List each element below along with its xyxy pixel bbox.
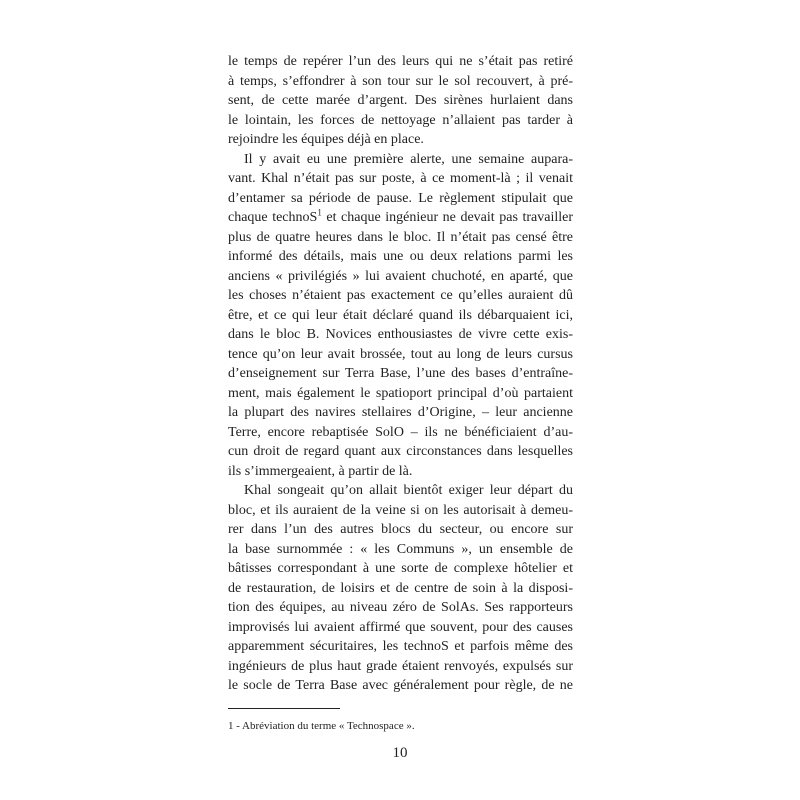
text-line: rejoindre les équipes déjà en place. bbox=[228, 132, 424, 147]
paragraph bbox=[228, 52, 573, 150]
text-line: improvisés lui avaient affirmé que souvent, pour des causes bbox=[228, 619, 573, 635]
footnote-separator bbox=[228, 708, 340, 709]
text-line: dans le bloc B. Novices enthousiastes de vivre cette exis- bbox=[228, 327, 573, 342]
footnote: 1 - Abréviation du terme « Technospace ». bbox=[228, 720, 415, 732]
text-line: informé des détails, mais une ou deux relations parmi les bbox=[228, 249, 573, 264]
text-line: Terre, encore rebaptisée SolO – ils ne bénéficiaient d’au- bbox=[228, 424, 573, 440]
page-number: 10 bbox=[392, 745, 408, 761]
text-line: le temps de repérer l’un des leurs qui ne s’était pas retiré bbox=[228, 54, 573, 69]
text-line: de restauration, de loisirs et de centre de soin à la disposi- bbox=[228, 580, 573, 596]
text-line: le lointain, les forces de nettoyage n’allaient pas tarder à bbox=[228, 112, 573, 128]
text-line: à temps, s’effondrer à son tour sur le sol recouvert, à pré- bbox=[228, 73, 573, 89]
text-line: ils s’immergeaient, à partir de là. bbox=[228, 463, 413, 479]
paragraph bbox=[228, 150, 573, 482]
text-line: être, et ce qui leur était déclaré quand ils débarquaient ici, bbox=[228, 307, 573, 323]
text-line: d’enseignement sur Terra Base, l’une des bases d’entraîne- bbox=[228, 366, 573, 381]
text-line: bâtisses correspondant à une sorte de complexe hôtelier et bbox=[228, 561, 573, 576]
text-line: anciens « privilégiés » lui avaient chuchoté, en aparté, que bbox=[228, 268, 573, 284]
text-line: rer dans l’un des autres blocs du secteur, ou encore sur bbox=[228, 522, 573, 537]
text-line: tion des équipes, au niveau zéro de SolAs. Ses rapporteurs bbox=[228, 600, 573, 615]
text-line: la plupart des navires stellaires d’Origine, – leur ancienne bbox=[228, 405, 573, 420]
text-line: vant. Khal n’était pas sur poste, à ce moment-là ; il venait bbox=[228, 171, 573, 186]
text-line: Il y avait eu une première alerte, une semaine aupara- bbox=[244, 151, 573, 167]
text-line: d’entamer sa période de pause. Le règlement stipulait que bbox=[228, 190, 573, 206]
text-line: plus de quatre heures dans le bloc. Il n’était pas censé être bbox=[228, 229, 573, 245]
body-text bbox=[228, 52, 573, 696]
text-line: Khal songeait qu’on allait bientôt exiger leur départ du bbox=[244, 483, 573, 498]
text-line: apparemment sécuritaires, les technoS et parfois même des bbox=[228, 639, 573, 654]
text-line: sent, de cette marée d’argent. Des sirènes hurlaient dans bbox=[228, 93, 573, 108]
text-segment: et chaque ingénieur ne devait pas travailler bbox=[321, 210, 573, 225]
footnote-reference[interactable]: 1 bbox=[317, 207, 322, 218]
text-line: cun droit de regard quant aux circonstances dans lesquelles bbox=[228, 444, 573, 459]
text-line: bloc, et ils auraient de la veine si on les autorisait à demeu- bbox=[228, 502, 573, 518]
text-segment: chaque technoS bbox=[228, 210, 318, 225]
text-line: ingénieurs de plus haut grade étaient renvoyés, expulsés sur bbox=[228, 658, 573, 674]
paragraph bbox=[228, 481, 573, 696]
text-line: le socle de Terra Base avec généralement pour règle, de ne bbox=[228, 678, 573, 693]
text-line: la base surnommée : « les Communs », un ensemble de bbox=[228, 541, 573, 557]
text-line: les choses n’étaient pas exactement ce qu’elles auraient dû bbox=[228, 288, 573, 303]
text-line: tence qu’on leur avait brossée, tout au long de leurs cursus bbox=[228, 346, 573, 362]
text-line: ment, mais également le spatioport principal d’où partaient bbox=[228, 385, 573, 401]
text-line bbox=[228, 208, 573, 228]
